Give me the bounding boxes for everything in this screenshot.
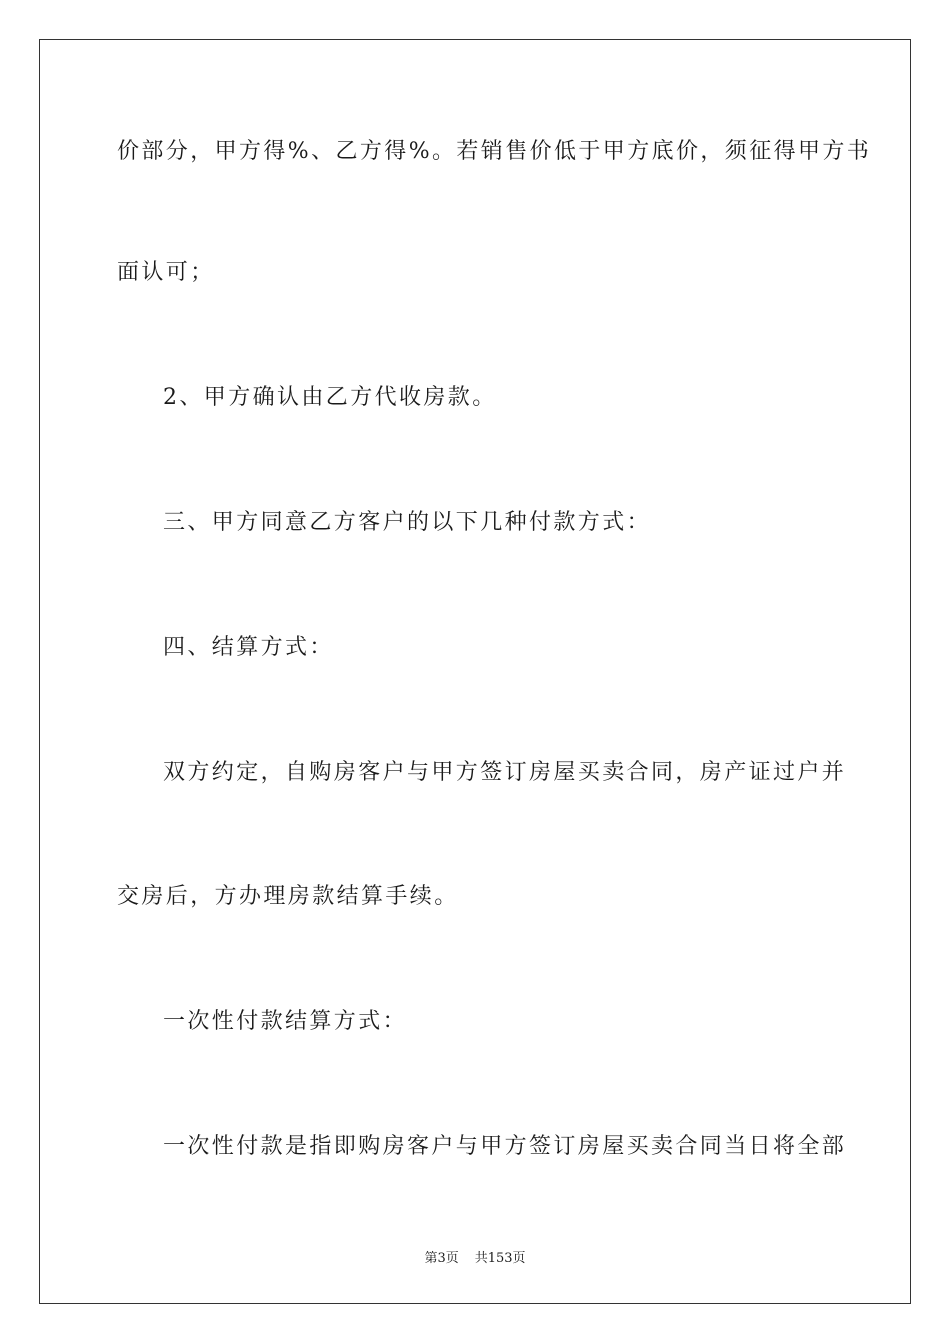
body-text-line: 交房后，方办理房款结算手续。 [117,884,459,909]
body-text-line: 价部分，甲方得%、乙方得%。若销售价低于甲方底价，须征得甲方书 [117,139,872,164]
body-text-line: 面认可； [117,260,215,285]
body-text-line: 三、甲方同意乙方客户的以下几种付款方式： [163,510,652,535]
page-footer [0,1247,950,1266]
page-frame [39,39,911,1304]
subsection-heading: 一次性付款结算方式： [163,1009,408,1034]
page-number: 第3页 [424,1251,459,1266]
page-total: 共153页 [474,1251,526,1266]
body-text-line: 一次性付款是指即购房客户与甲方签订房屋买卖合同当日将全部 [163,1134,847,1159]
body-text-line: 双方约定，自购房客户与甲方签订房屋买卖合同，房产证过户并 [163,760,847,785]
body-text-line: 2、甲方确认由乙方代收房款。 [163,385,497,410]
section-heading: 四、结算方式： [163,635,334,660]
